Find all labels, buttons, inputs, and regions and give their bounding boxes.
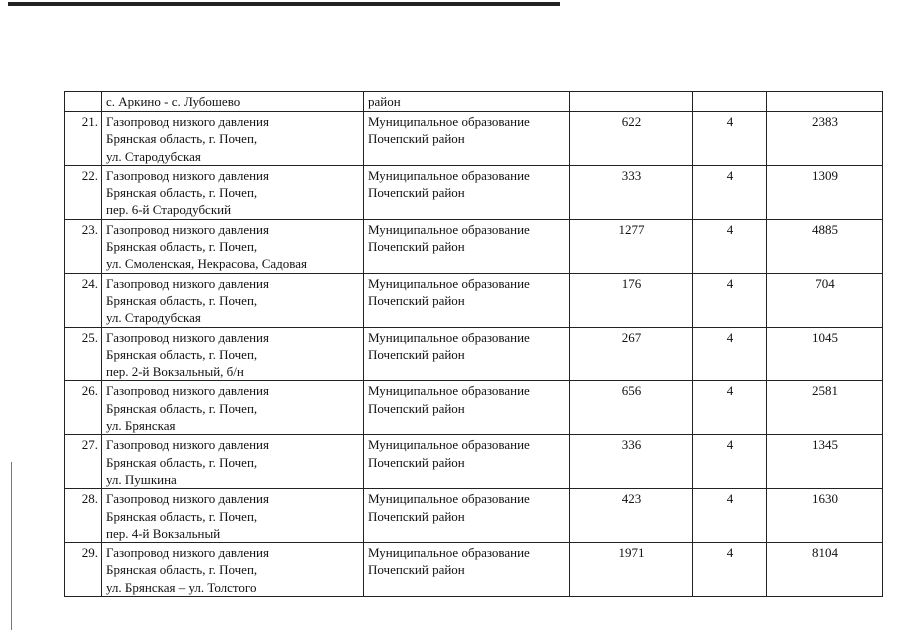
object-name-line: Брянская область, г. Почеп, xyxy=(106,185,258,201)
object-name-line: Брянская область, г. Почеп, xyxy=(106,346,258,362)
table-row xyxy=(65,165,883,219)
object-name-line: пер. 6-й Стародубский xyxy=(106,202,232,218)
diameter-cell: 4 xyxy=(693,165,767,219)
object-name-line: Газопровод низкого давления xyxy=(106,114,269,129)
owner-cell xyxy=(364,381,570,435)
value-cell xyxy=(767,92,883,112)
object-name-line: Брянская область, г. Почеп, xyxy=(106,400,258,416)
owner-line: Муниципальное образование xyxy=(368,167,530,183)
owner-cell xyxy=(364,489,570,543)
header-rule xyxy=(8,2,560,6)
owner-cell xyxy=(364,219,570,273)
value-cell: 1309 xyxy=(767,165,883,219)
owner-cell xyxy=(364,112,570,166)
owner-cell xyxy=(364,273,570,327)
object-name-line: Брянская область, г. Почеп, xyxy=(106,292,258,308)
value-cell: 1630 xyxy=(767,489,883,543)
length-cell: 1971 xyxy=(570,543,693,597)
row-number-cell xyxy=(65,92,102,112)
row-number-cell: 29. xyxy=(65,543,102,597)
value-cell: 1345 xyxy=(767,435,883,489)
owner-line: Почепский район xyxy=(368,131,465,147)
diameter-cell: 4 xyxy=(693,489,767,543)
table-row-continuation xyxy=(65,92,883,112)
row-number-cell: 22. xyxy=(65,165,102,219)
object-name-line: Газопровод низкого давления xyxy=(106,437,269,453)
row-number-cell: 21. xyxy=(65,112,102,166)
length-cell: 336 xyxy=(570,435,693,489)
diameter-cell: 4 xyxy=(693,219,767,273)
owner-cell xyxy=(364,435,570,489)
table-row xyxy=(65,381,883,435)
table-row xyxy=(65,219,883,273)
object-name-line: Газопровод низкого давления xyxy=(106,491,269,507)
length-cell: 622 xyxy=(570,112,693,166)
object-name-cell xyxy=(102,543,364,597)
length-cell: 176 xyxy=(570,273,693,327)
owner-line: Муниципальное образование xyxy=(368,491,530,507)
row-number-cell: 24. xyxy=(65,273,102,327)
owner-line: Муниципальное образование xyxy=(368,437,530,453)
length-cell: 423 xyxy=(570,489,693,543)
object-name-line: Брянская область, г. Почеп, xyxy=(106,239,258,255)
owner-line: Почепский район xyxy=(368,562,465,578)
diameter-cell: 4 xyxy=(693,381,767,435)
object-name-cell xyxy=(102,273,364,327)
owner-line: Муниципальное образование xyxy=(368,329,530,345)
value-cell: 4885 xyxy=(767,219,883,273)
row-number-cell: 28. xyxy=(65,489,102,543)
object-name-cell xyxy=(102,435,364,489)
object-name-cell xyxy=(102,219,364,273)
object-name-line: Газопровод низкого давления xyxy=(106,383,269,399)
length-cell: 267 xyxy=(570,327,693,381)
row-number-cell: 23. xyxy=(65,219,102,273)
object-name-cell xyxy=(102,327,364,381)
diameter-cell: 4 xyxy=(693,112,767,166)
object-name-line: Брянская область, г. Почеп, xyxy=(106,562,258,578)
owner-line: Муниципальное образование xyxy=(368,114,530,129)
object-name-line: Брянская область, г. Почеп, xyxy=(106,508,258,524)
owner-line: Почепский район xyxy=(368,454,465,470)
object-name-cell xyxy=(102,165,364,219)
object-name-line: ул. Пушкина xyxy=(106,471,177,487)
object-name-line: Брянская область, г. Почеп, xyxy=(106,454,258,470)
owner-line: Почепский район xyxy=(368,400,465,416)
owner-line: Почепский район xyxy=(368,292,465,308)
row-number-cell: 27. xyxy=(65,435,102,489)
owner-cell xyxy=(364,543,570,597)
owner-line: Почепский район xyxy=(368,239,465,255)
row-number-cell: 26. xyxy=(65,381,102,435)
gas-pipeline-table xyxy=(64,91,883,597)
diameter-cell: 4 xyxy=(693,435,767,489)
object-name-line: Газопровод низкого давления xyxy=(106,167,269,183)
object-name-line: пер. 2-й Вокзальный, б/н xyxy=(106,364,244,380)
object-name-line: ул. Брянская xyxy=(106,418,176,434)
object-name-cell: с. Аркино - с. Лубошево xyxy=(102,92,364,112)
owner-line: Почепский район xyxy=(368,185,465,201)
object-name-line: Газопровод низкого давления xyxy=(106,275,269,291)
table-row xyxy=(65,273,883,327)
length-cell xyxy=(570,92,693,112)
diameter-cell: 4 xyxy=(693,543,767,597)
table-body xyxy=(65,92,883,597)
owner-cell: район xyxy=(364,92,570,112)
value-cell: 704 xyxy=(767,273,883,327)
owner-line: Почепский район xyxy=(368,508,465,524)
object-name-line: пер. 4-й Вокзальный xyxy=(106,525,221,541)
table-row xyxy=(65,489,883,543)
table-row xyxy=(65,543,883,597)
object-name-line: Газопровод низкого давления xyxy=(106,329,269,345)
owner-cell xyxy=(364,165,570,219)
owner-line: Муниципальное образование xyxy=(368,275,530,291)
object-name-cell xyxy=(102,381,364,435)
object-name-line: ул. Брянская – ул. Толстого xyxy=(106,579,257,595)
row-number-cell: 25. xyxy=(65,327,102,381)
diameter-cell: 4 xyxy=(693,273,767,327)
table-row xyxy=(65,112,883,166)
length-cell: 333 xyxy=(570,165,693,219)
object-name-line: ул. Смоленская, Некрасова, Садовая xyxy=(106,256,308,272)
table-row xyxy=(65,435,883,489)
diameter-cell xyxy=(693,92,767,112)
value-cell: 8104 xyxy=(767,543,883,597)
owner-cell xyxy=(364,327,570,381)
scan-margin-line xyxy=(11,462,12,630)
value-cell: 1045 xyxy=(767,327,883,381)
object-name-cell xyxy=(102,112,364,166)
object-name-line: ул. Стародубская xyxy=(106,148,201,164)
object-name-line: Газопровод низкого давления xyxy=(106,545,269,561)
diameter-cell: 4 xyxy=(693,327,767,381)
object-name-line: Газопровод низкого давления xyxy=(106,221,269,237)
owner-line: Муниципальное образование xyxy=(368,545,530,561)
length-cell: 656 xyxy=(570,381,693,435)
value-cell: 2383 xyxy=(767,112,883,166)
object-name-cell xyxy=(102,489,364,543)
owner-line: Почепский район xyxy=(368,346,465,362)
value-cell: 2581 xyxy=(767,381,883,435)
object-name-line: ул. Стародубская xyxy=(106,310,201,326)
length-cell: 1277 xyxy=(570,219,693,273)
owner-line: Муниципальное образование xyxy=(368,221,530,237)
owner-line: Муниципальное образование xyxy=(368,383,530,399)
object-name-line: Брянская область, г. Почеп, xyxy=(106,131,258,147)
table-row xyxy=(65,327,883,381)
